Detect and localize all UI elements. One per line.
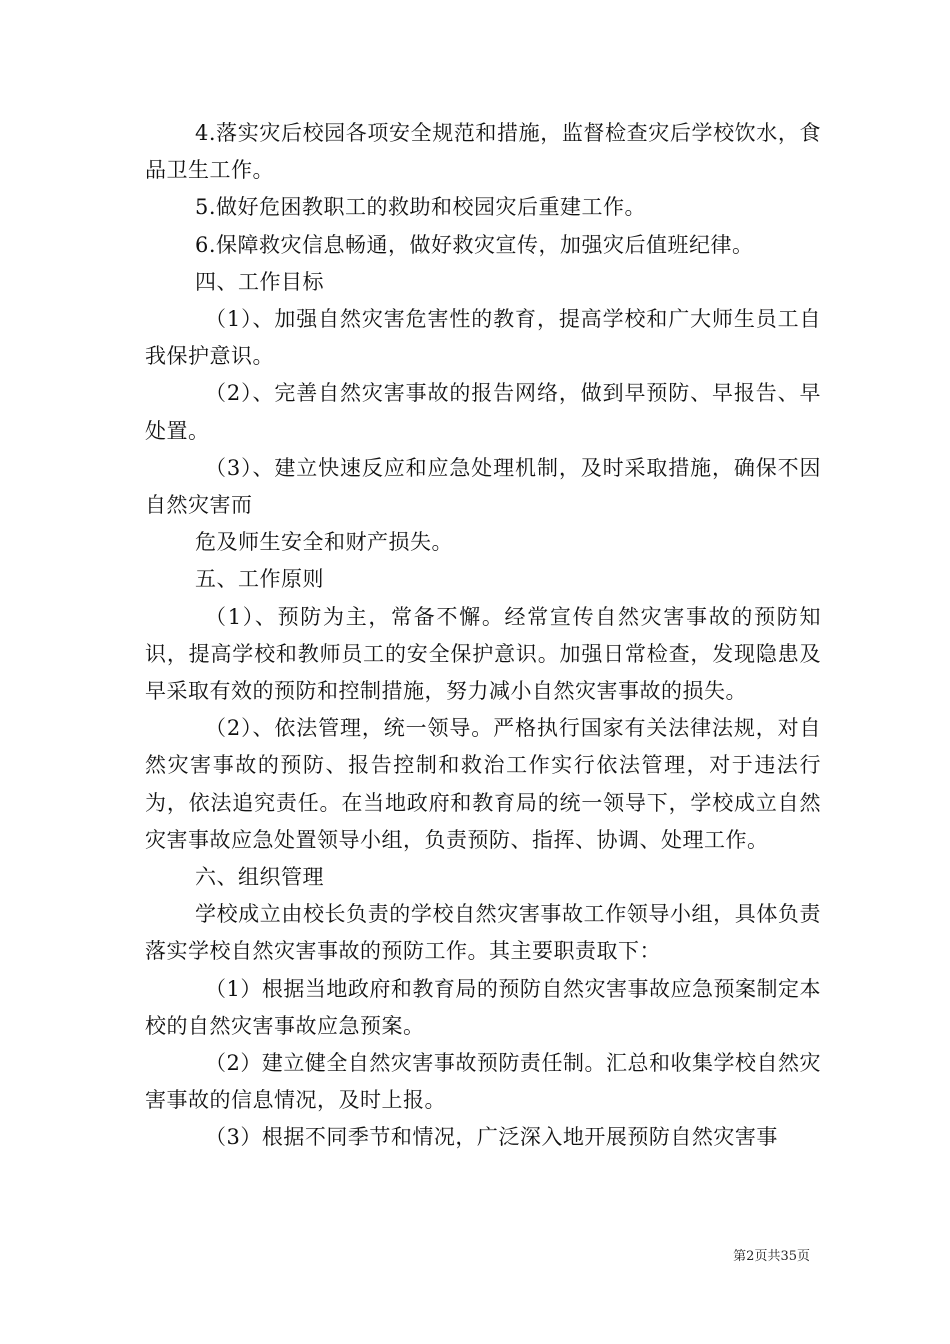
paragraph-principle-2: （2）、依法管理，统一领导。严格执行国家有关法律法规，对自然灾害事故的预防、报告控制和救治工作实行依法管理，对于违法行为，依法追究责任。在当地政府和教育局的统一领导下，学校成立自然灾害事故应急处置领导小组，负责预防、指挥、协调、处理工作。 [145,716,821,852]
paragraph-principle-1: （1）、预防为主，常备不懈。经常宣传自然灾害事故的预防知识，提高学校和教师员工的安全保护意识。加强日常检查，发现隐患及早采取有效的预防和控制措施，努力减小自然灾害事故的损失。 [145,604,821,704]
paragraph-item-4: 4.落实灾后校园各项安全规范和措施，监督检查灾后学校饮水，食品卫生工作。 [145,121,821,183]
paragraph-item-5: 5.做好危困教职工的救助和校园灾后重建工作。 [195,195,647,220]
section-heading-goals: 四、工作目标 [195,269,324,294]
paragraph-item-6: 6.保障救灾信息畅通，做好救灾宣传，加强灾后值班纪律。 [195,232,754,257]
paragraph-goal-1: （1）、加强自然灾害危害性的教育，提高学校和广大师生员工自我保护意识。 [145,307,821,369]
document-body [145,115,821,1157]
paragraph-duty-1: （1）根据当地政府和教育局的预防自然灾害事故应急预案制定本校的自然灾害事故应急预案。 [145,976,821,1038]
paragraph-goal-3-continued: 危及师生安全和财产损失。 [195,530,453,555]
paragraph-duty-2: （2）建立健全自然灾害事故预防责任制。汇总和收集学校自然灾害事故的信息情况，及时上报。 [145,1051,821,1113]
page-number: 第2页共35页 [733,1249,810,1264]
paragraph-goal-3: （3）、建立快速反应和应急处理机制，及时采取措施，确保不因自然灾害而 [145,455,821,518]
section-heading-organization: 六、组织管理 [195,865,324,890]
paragraph-duty-3: （3）根据不同季节和情况，广泛深入地开展预防自然灾害事 [205,1125,778,1150]
paragraph-goal-2: （2）、完善自然灾害事故的报告网络，做到早预防、早报告、早处置。 [145,381,821,443]
section-heading-principles: 五、工作原则 [195,567,324,592]
paragraph-organization-intro: 学校成立由校长负责的学校自然灾害事故工作领导小组，具体负责落实学校自然灾害事故的预防工作。其主要职责取下： [145,902,821,964]
